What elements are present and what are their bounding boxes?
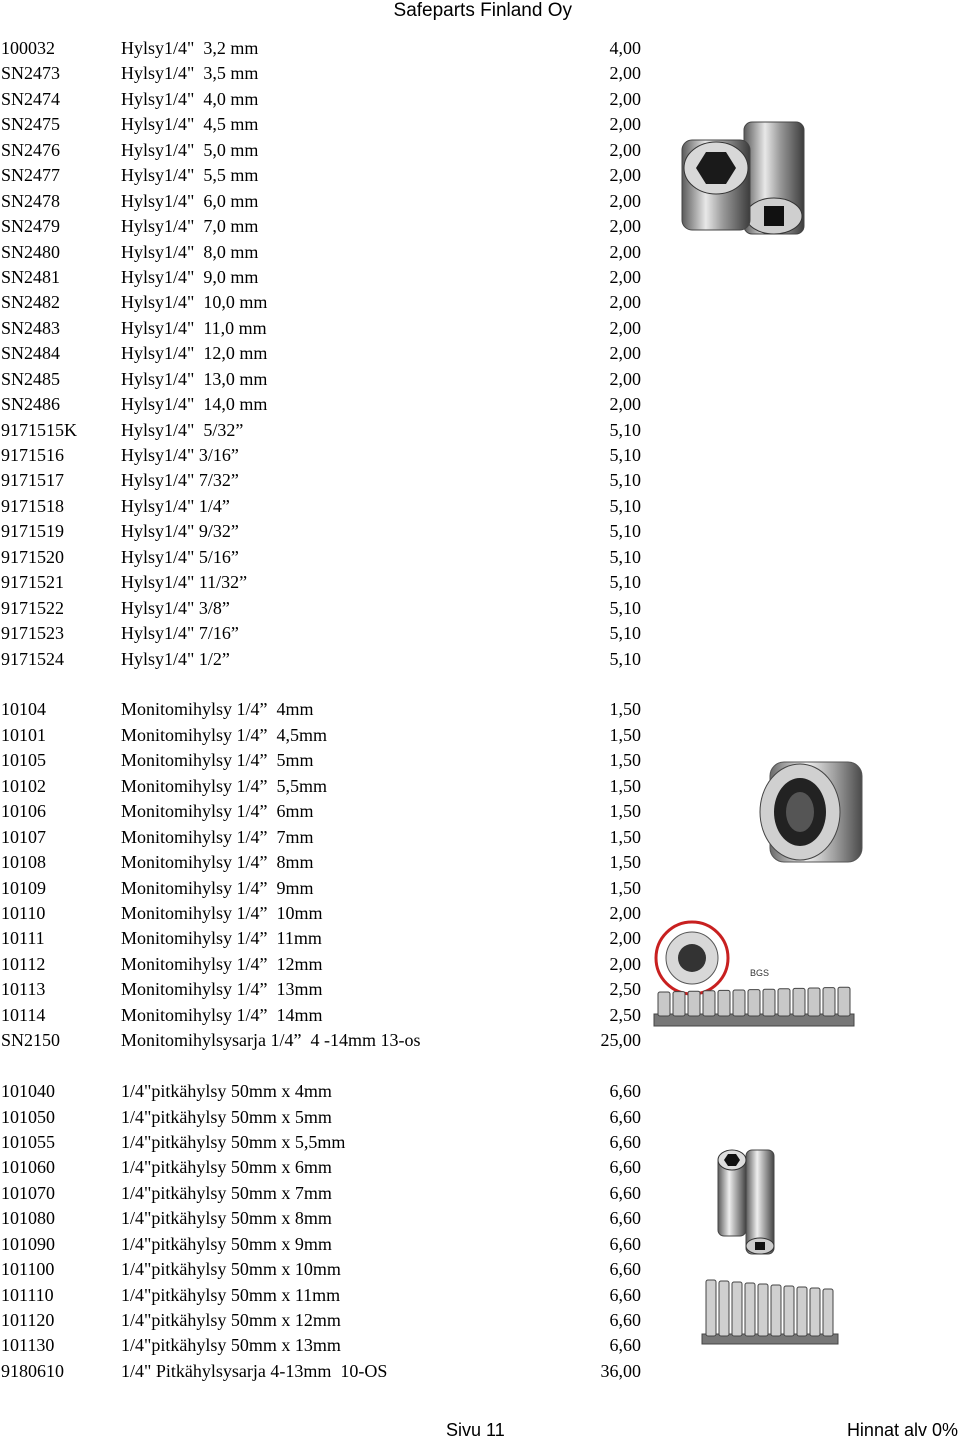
socket-shape [673,992,685,1016]
product-price: 6,60 [609,1335,641,1356]
product-row [0,1155,645,1180]
product-row [0,545,645,570]
product-price: 2,50 [609,1004,641,1025]
socket-shape [658,992,670,1016]
product-group [0,36,645,672]
product-row [0,392,645,417]
product-code: 101070 [1,1182,55,1203]
product-row [0,341,645,366]
deep-socket-shape [745,1283,755,1336]
product-price: 2,00 [609,902,641,923]
socket-shape [733,990,745,1016]
deep-socket-shape [758,1284,768,1336]
product-price: 5,10 [609,546,641,567]
product-code: 10106 [1,801,46,822]
product-price: 1,50 [609,699,641,720]
product-row [0,1359,645,1384]
brand-logo: BGS [750,968,770,978]
product-row [0,1130,645,1155]
product-code: SN2475 [1,114,61,135]
product-price: 2,00 [609,953,641,974]
product-description: 1/4"pitkähylsy 50mm x 4mm [121,1081,332,1102]
product-price: 2,00 [609,266,641,287]
product-description: Monitomihylsysarja 1/4” 4 -14mm 13-os [121,1030,421,1051]
product-code: 9171522 [1,597,64,618]
product-code: 101050 [1,1106,55,1127]
product-description: Hylsy1/4" 5,0 mm [121,139,259,160]
product-description: Hylsy1/4" 11,0 mm [121,317,267,338]
product-code: 10108 [1,852,46,873]
product-price: 5,10 [609,445,641,465]
product-row [0,647,645,672]
product-row [0,1181,645,1206]
product-code: 9171520 [1,546,64,567]
product-price: 1,50 [609,750,641,771]
product-price: 6,60 [609,1284,641,1305]
product-row [0,697,645,722]
product-code: SN2486 [1,394,61,415]
product-code: SN2484 [1,343,61,364]
socket-shape [793,988,805,1016]
socket-shape [703,991,715,1016]
hex-socket-pair-photo [668,118,830,248]
product-row [0,494,645,519]
product-description: Hylsy1/4" 7/32” [121,470,239,491]
product-price: 36,00 [600,1360,641,1381]
product-code: 9171524 [1,648,64,669]
product-row [0,1333,645,1358]
deep-socket-shape [732,1282,742,1336]
product-description: Monitomihylsy 1/4” 4mm [121,699,314,720]
product-row [0,774,645,799]
product-description: Monitomihylsy 1/4” 14mm [121,1004,323,1025]
product-price: 2,00 [609,928,641,949]
product-price: 2,00 [609,241,641,262]
socket-shape [838,987,850,1016]
product-row [0,1257,645,1282]
product-code: SN2485 [1,368,61,389]
product-price: 6,60 [609,1233,641,1254]
product-row [0,748,645,773]
product-code: 10104 [1,699,46,720]
product-row [0,189,645,214]
product-description: 1/4"pitkähylsy 50mm x 5mm [121,1106,332,1127]
product-code: SN2150 [1,1030,61,1051]
product-code: SN2480 [1,241,61,262]
deep-socket-shape [784,1286,794,1336]
product-row [0,570,645,595]
product-code: 10112 [1,953,46,974]
product-row [0,1079,645,1104]
product-code: 101120 [1,1310,55,1330]
product-code: 10110 [1,902,46,923]
product-row [0,290,645,315]
vat-note: Hinnat alv 0% [846,1420,958,1440]
product-description: Monitomihylsy 1/4” 8mm [121,852,314,873]
product-description: 1/4"pitkähylsy 50mm x 11mm [121,1284,341,1305]
socket-shape [718,990,730,1016]
socket-shape [688,991,700,1016]
product-row [0,1232,645,1257]
product-description: Hylsy1/4" 11/32” [121,572,248,593]
product-code: SN2474 [1,88,61,109]
product-code: 10105 [1,750,46,771]
product-price: 2,00 [609,139,641,160]
product-group [0,697,645,1053]
product-code: 101080 [1,1208,55,1229]
product-code: 101090 [1,1233,55,1254]
product-description: Hylsy1/4" 9,0 mm [121,266,259,287]
product-description: 1/4"pitkähylsy 50mm x 9mm [121,1233,332,1254]
product-row [0,87,645,112]
product-description: 1/4"pitkähylsy 50mm x 13mm [121,1335,341,1356]
deep-socket-pair-photo [708,1142,784,1260]
product-description: Monitomihylsy 1/4” 5mm [121,750,314,771]
product-description: Hylsy1/4" 3,2 mm [121,38,259,58]
product-price: 6,60 [609,1131,641,1152]
socket-shape [763,989,775,1016]
product-group [0,1079,645,1384]
product-price: 5,10 [609,623,641,644]
product-description: Monitomihylsy 1/4” 11mm [121,928,322,949]
product-description: 1/4"pitkähylsy 50mm x 8mm [121,1208,332,1229]
product-description: Hylsy1/4" 13,0 mm [121,368,268,389]
product-row [0,876,645,901]
product-code: 9180610 [1,1360,64,1381]
product-row [0,621,645,646]
product-code: SN2477 [1,165,61,186]
product-description: Hylsy1/4" 5,5 mm [121,165,259,186]
product-row [0,901,645,926]
product-description: Hylsy1/4" 5/32” [121,419,244,440]
product-description: 1/4"pitkähylsy 50mm x 10mm [121,1259,341,1280]
product-description: Hylsy1/4" 1/4” [121,495,230,516]
product-price: 2,00 [609,190,641,211]
product-row [0,1105,645,1130]
product-description: Hylsy1/4" 14,0 mm [121,394,268,415]
product-price: 2,50 [609,979,641,1000]
socket-shape [778,989,790,1016]
product-price: 2,00 [609,368,641,389]
product-price: 2,00 [609,88,641,109]
product-row [0,112,645,137]
product-description: Monitomihylsy 1/4” 6mm [121,801,314,822]
product-price: 2,00 [609,63,641,84]
product-description: Hylsy1/4" 3,5 mm [121,63,259,84]
product-price: 2,00 [609,165,641,186]
product-code: 9171523 [1,623,64,644]
product-row [0,36,645,61]
product-code: 101100 [1,1259,55,1280]
product-code: 10111 [1,928,45,949]
product-description: Monitomihylsy 1/4” 13mm [121,979,323,1000]
product-price: 2,00 [609,317,641,338]
product-code: SN2482 [1,292,61,313]
product-row [0,1206,645,1231]
product-code: 9171519 [1,521,64,542]
socket-shape [748,990,760,1016]
product-code: 101055 [1,1131,55,1152]
product-code: 10109 [1,877,46,898]
product-description: Hylsy1/4" 1/2” [121,648,230,669]
product-code: 10107 [1,826,46,847]
deep-socket-shape [797,1287,807,1336]
product-row [0,1308,645,1333]
product-price: 1,50 [609,724,641,745]
product-price: 1,50 [609,826,641,847]
product-price: 6,60 [609,1310,641,1330]
product-price: 1,50 [609,801,641,822]
deep-socket-shape [823,1289,833,1336]
product-description: 1/4" Pitkähylsysarja 4-13mm 10-OS [121,1360,388,1381]
product-row [0,1283,645,1308]
product-description: 1/4"pitkähylsy 50mm x 5,5mm [121,1131,346,1152]
product-code: SN2476 [1,139,61,160]
socket-rail-set-photo [650,918,860,1030]
product-row [0,850,645,875]
product-price: 1,50 [609,852,641,873]
product-description: Hylsy1/4" 7,0 mm [121,216,259,237]
product-code: SN2483 [1,317,61,338]
product-price: 2,00 [609,114,641,135]
product-description: Hylsy1/4" 3/8” [121,597,230,618]
product-row [0,519,645,544]
product-row [0,799,645,824]
product-price: 6,60 [609,1157,641,1178]
product-code: 9171515K [1,419,77,440]
product-description: 1/4"pitkähylsy 50mm x 7mm [121,1182,332,1203]
price-list [0,36,645,1410]
multi-spline-socket-photo [752,752,870,870]
product-price: 1,50 [609,775,641,796]
product-price: 5,10 [609,470,641,491]
product-code: SN2473 [1,63,61,84]
product-code: 9171516 [1,445,64,465]
product-code: 10101 [1,724,46,745]
product-price: 2,00 [609,394,641,415]
product-code: 101110 [1,1284,54,1305]
product-code: 101040 [1,1081,55,1102]
product-price: 5,10 [609,419,641,440]
product-row [0,418,645,443]
product-price: 6,60 [609,1081,641,1102]
deep-socket-shape [706,1280,716,1336]
product-price: 2,00 [609,292,641,313]
product-code: 101130 [1,1335,55,1356]
socket-shape [823,988,835,1016]
product-price: 5,10 [609,521,641,542]
product-code: SN2481 [1,266,61,287]
product-description: 1/4"pitkähylsy 50mm x 12mm [121,1310,341,1330]
product-code: SN2479 [1,216,61,237]
product-row [0,825,645,850]
product-code: 10114 [1,1004,46,1025]
product-description: Hylsy1/4" 8,0 mm [121,241,259,262]
deep-socket-shape [810,1288,820,1336]
product-row [0,443,645,468]
page-number: Sivu 11 [446,1420,505,1440]
product-code: 9171521 [1,572,64,593]
product-price: 2,00 [609,216,641,237]
product-price: 5,10 [609,597,641,618]
product-row [0,214,645,239]
product-description: Monitomihylsy 1/4” 7mm [121,826,314,847]
product-description: Monitomihylsy 1/4” 9mm [121,877,314,898]
product-row [0,952,645,977]
product-row [0,316,645,341]
company-name: Safeparts Finland Oy [393,0,572,21]
product-price: 6,60 [609,1182,641,1203]
product-row [0,61,645,86]
product-description: Hylsy1/4" 6,0 mm [121,190,259,211]
product-description: Hylsy1/4" 5/16” [121,546,239,567]
product-price: 5,10 [609,572,641,593]
product-code: 9171518 [1,495,64,516]
product-description: Hylsy1/4" 4,0 mm [121,88,259,109]
product-price: 4,00 [609,38,641,58]
product-price: 25,00 [600,1030,641,1051]
product-description: Hylsy1/4" 4,5 mm [121,114,259,135]
product-row [0,240,645,265]
product-row [0,367,645,392]
product-row [0,1003,645,1028]
product-description: Monitomihylsy 1/4” 4,5mm [121,724,328,745]
product-code: 101060 [1,1157,55,1178]
product-description: Hylsy1/4" 10,0 mm [121,292,268,313]
product-row [0,138,645,163]
product-price: 6,60 [609,1208,641,1229]
deep-socket-shape [719,1281,729,1336]
product-price: 1,50 [609,877,641,898]
product-row [0,163,645,188]
product-code: SN2478 [1,190,61,211]
product-price: 6,60 [609,1106,641,1127]
product-description: Hylsy1/4" 7/16” [121,623,239,644]
product-price: 6,60 [609,1259,641,1280]
product-code: 10102 [1,775,46,796]
product-description: Hylsy1/4" 12,0 mm [121,343,268,364]
product-row [0,468,645,493]
product-row [0,926,645,951]
product-description: 1/4"pitkähylsy 50mm x 6mm [121,1157,332,1178]
product-price: 2,00 [609,343,641,364]
product-price: 5,10 [609,495,641,516]
deep-socket-shape [771,1285,781,1336]
product-description: Monitomihylsy 1/4” 12mm [121,953,323,974]
product-code: 9171517 [1,470,64,491]
product-row [0,977,645,1002]
product-row [0,1028,645,1053]
product-description: Hylsy1/4" 9/32” [121,521,239,542]
deep-socket-rail-set-photo [700,1272,840,1348]
product-description: Monitomihylsy 1/4” 10mm [121,902,323,923]
product-row [0,596,645,621]
socket-shape [808,988,820,1016]
product-code: 100032 [1,38,55,58]
product-code: 10113 [1,979,46,1000]
product-description: Hylsy1/4" 3/16” [121,445,239,465]
product-description: Monitomihylsy 1/4” 5,5mm [121,775,328,796]
product-row [0,265,645,290]
product-price: 5,10 [609,648,641,669]
product-row [0,723,645,748]
